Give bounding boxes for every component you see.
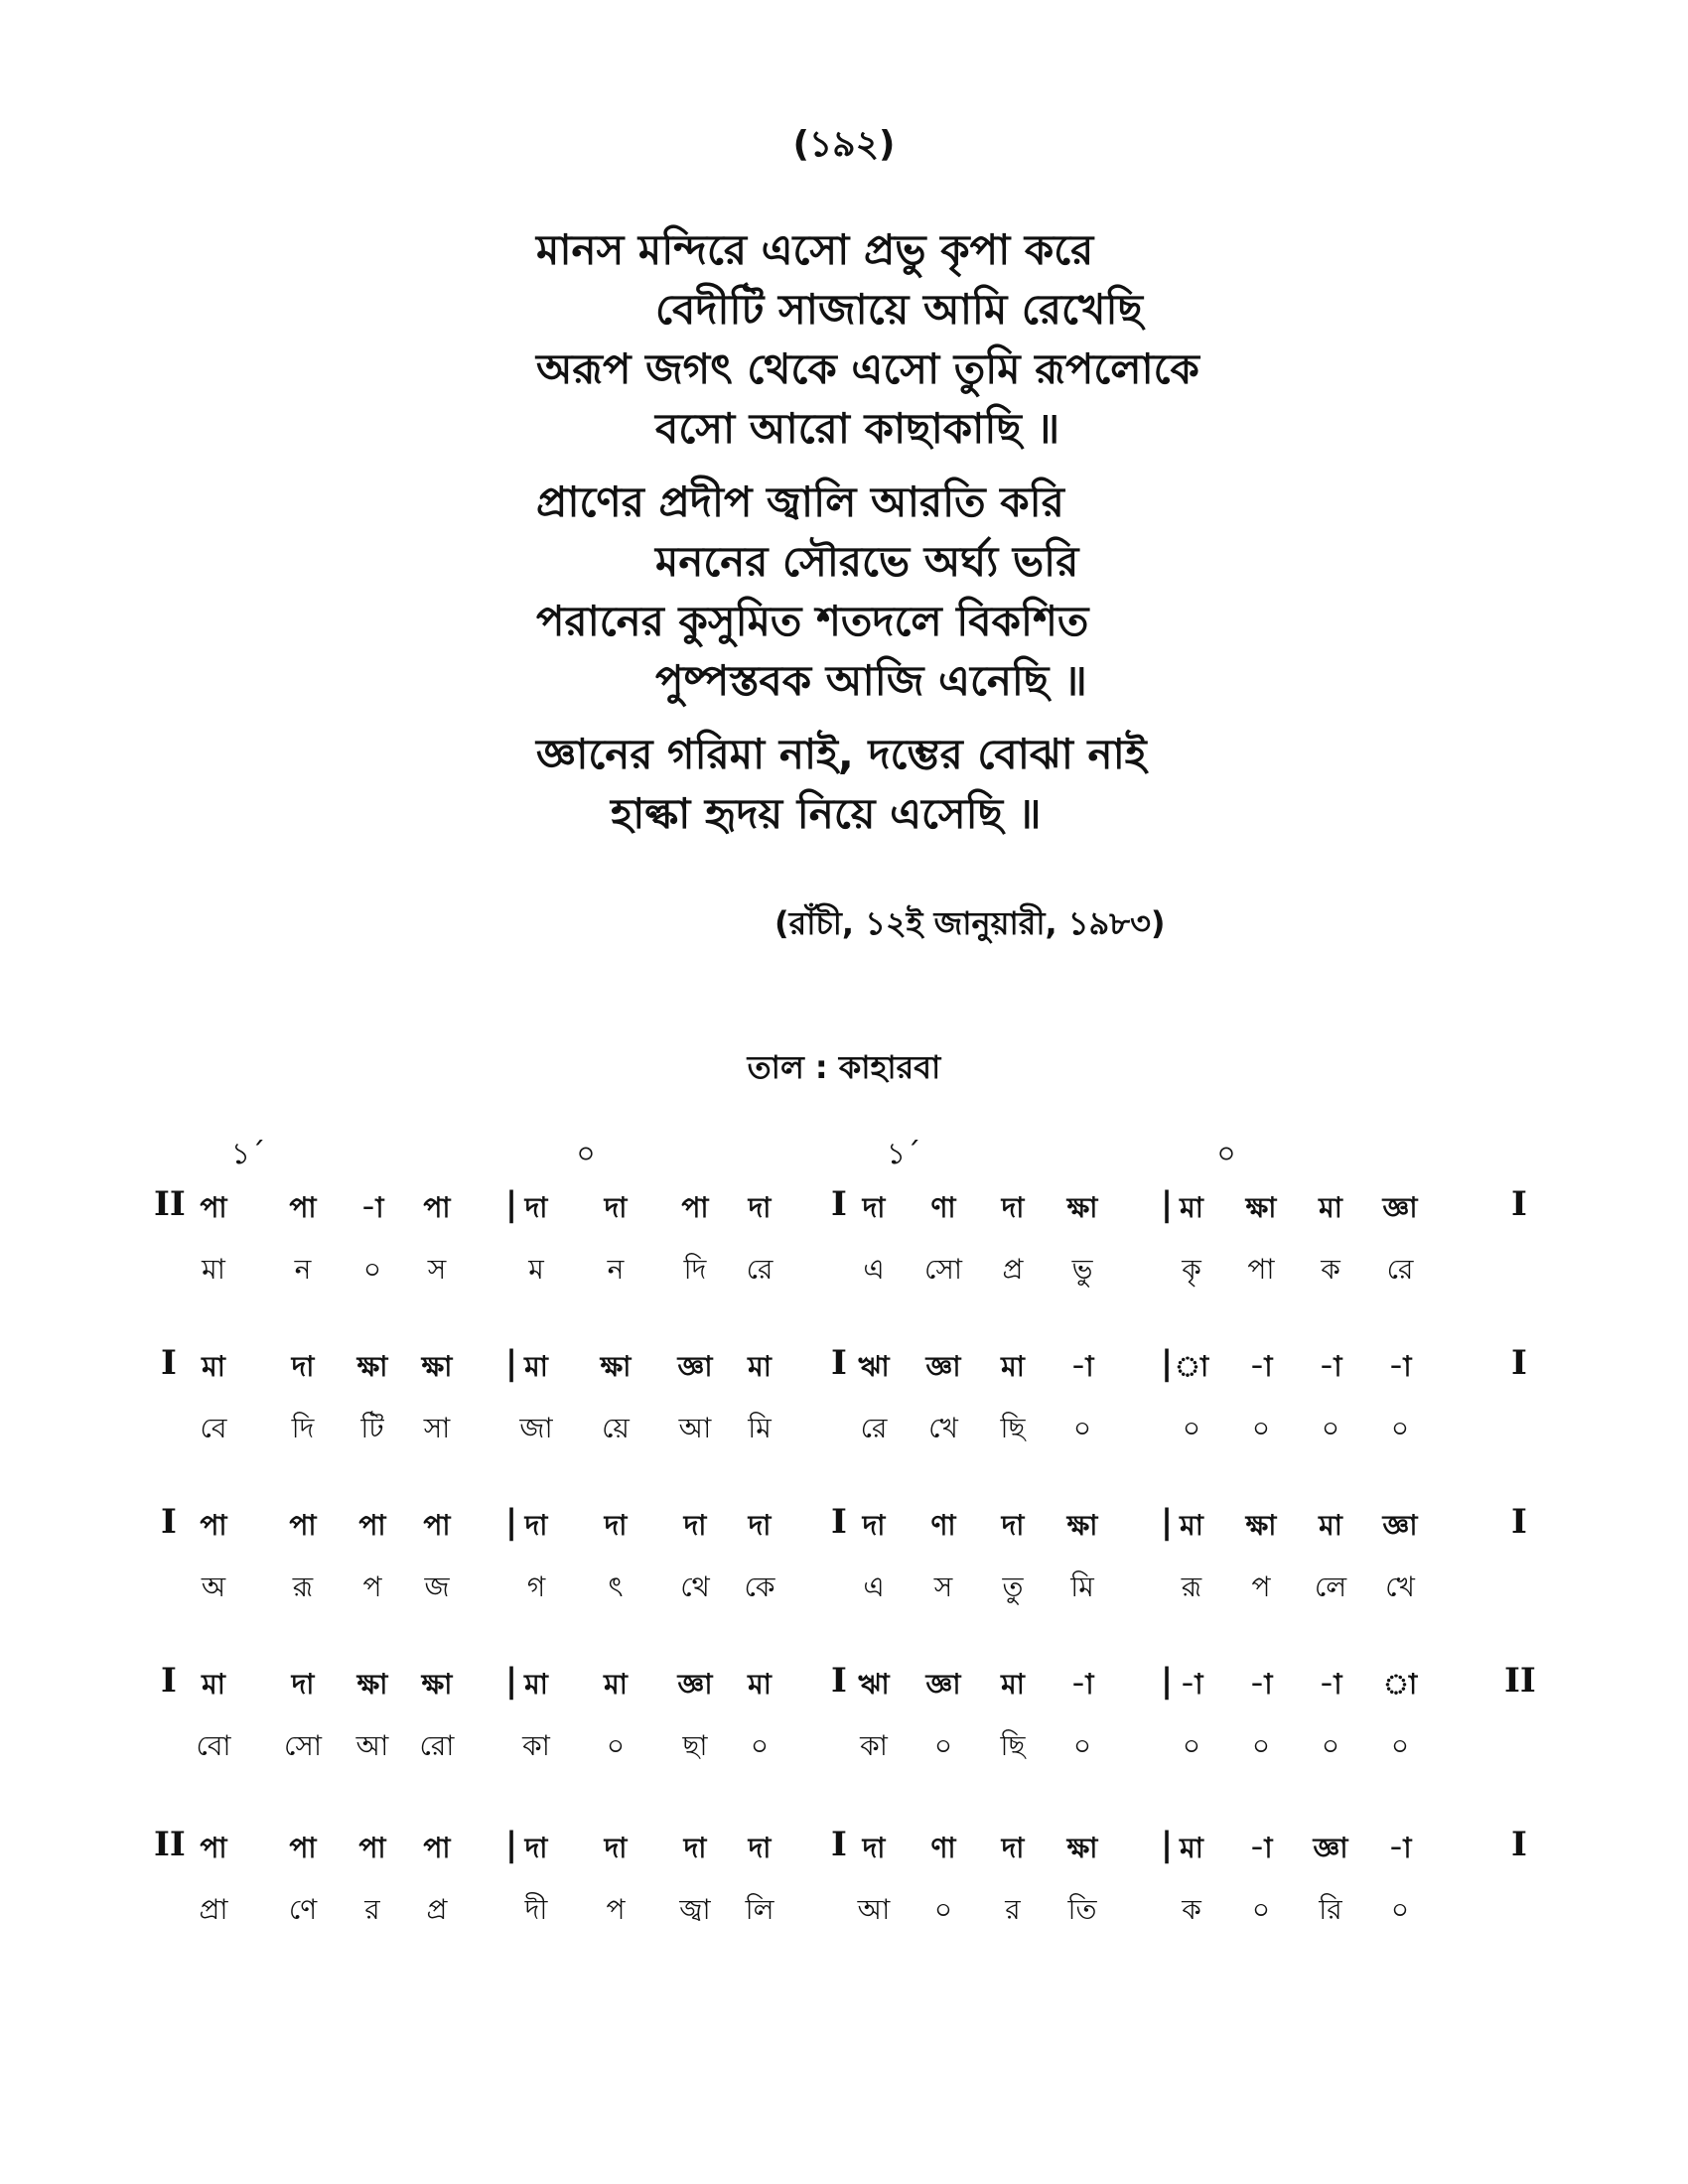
swara-cell: ক্ষা	[1245, 1509, 1277, 1542]
swara-cell: পা	[423, 1832, 451, 1864]
lyric-cell: র	[1005, 1893, 1021, 1926]
beat-marker: ১´	[886, 1137, 921, 1171]
swara-cell: মা	[1180, 1509, 1203, 1542]
swara-cell: মা	[748, 1350, 772, 1383]
lyric-cell: রূ	[292, 1570, 314, 1603]
swara-cell: পা	[423, 1191, 451, 1224]
beat-marker: ০	[1216, 1137, 1236, 1171]
barline: |	[504, 1502, 518, 1542]
swara-cell: দা	[862, 1191, 886, 1224]
lyric-cell: মা	[202, 1253, 225, 1286]
poem	[0, 220, 1688, 858]
barline: |	[1160, 1184, 1174, 1224]
swara-cell: মা	[748, 1668, 772, 1701]
start-barline: I	[161, 1502, 177, 1542]
swara-cell: পা	[358, 1509, 386, 1542]
swara-cell: মা	[604, 1668, 628, 1701]
lyric-cell: তি	[1067, 1893, 1097, 1926]
poem-line: প্রাণের প্রদীপ জ্বালি আরতি করি	[536, 478, 1064, 526]
swara-cell: -া	[1249, 1350, 1273, 1383]
lyric-cell: রো	[419, 1729, 455, 1762]
barline: I	[831, 1184, 847, 1224]
swara-cell: ক্ষা	[600, 1350, 632, 1383]
lyric-cell: ০	[933, 1893, 953, 1926]
lyric-cell: ০	[1251, 1412, 1271, 1444]
swara-cell: জ্ঞা	[1313, 1832, 1348, 1864]
lyric-cell: প্র	[426, 1893, 448, 1926]
swara-cell: দা	[1001, 1832, 1025, 1864]
poem-line: বেদীটি সাজায়ে আমি রেখেছি	[655, 285, 1143, 334]
lyric-cell: কৃ	[1182, 1253, 1201, 1286]
lyric-cell: প	[362, 1570, 382, 1603]
lyric-cell: ০	[1390, 1412, 1410, 1444]
end-barline: I	[1511, 1825, 1527, 1864]
swara-cell: পা	[289, 1509, 317, 1542]
end-barline: I	[1511, 1343, 1527, 1383]
swara-cell: জ্ঞা	[925, 1668, 961, 1701]
swara-cell: -া	[1388, 1350, 1412, 1383]
barline: I	[831, 1502, 847, 1542]
swara-cell: মা	[1180, 1832, 1203, 1864]
swara-cell: ঋা	[858, 1350, 890, 1383]
barline: |	[1160, 1825, 1174, 1864]
swara-cell: পা	[200, 1191, 227, 1224]
swara-cell: ক্ষা	[356, 1668, 388, 1701]
swara-cell: পা	[358, 1832, 386, 1864]
swara-cell: দা	[524, 1509, 548, 1542]
swara-cell: মা	[1319, 1509, 1342, 1542]
lyric-cell: প	[1251, 1570, 1271, 1603]
swara-cell: দা	[524, 1191, 548, 1224]
end-barline: I	[1511, 1502, 1527, 1542]
swara-cell: দা	[604, 1191, 628, 1224]
lyric-cell: প	[606, 1893, 626, 1926]
swara-cell: পা	[681, 1191, 709, 1224]
swara-cell: -া	[360, 1191, 384, 1224]
lyric-cell: কা	[860, 1729, 888, 1762]
lyric-cell: গ	[526, 1570, 546, 1603]
poem-line: জ্ঞানের গরিমা নাই, দম্ভের বোঝা নাই	[536, 730, 1147, 778]
lyric-cell: খে	[1385, 1570, 1415, 1603]
lyric-cell: প্রা	[199, 1893, 228, 1926]
start-barline: I	[161, 1661, 177, 1701]
swara-cell: মা	[524, 1668, 548, 1701]
poem-line: পরানের কুসুমিত শতদলে বিকশিত	[536, 597, 1089, 645]
lyric-cell: ০	[606, 1729, 626, 1762]
swara-cell: পা	[289, 1832, 317, 1864]
lyric-cell: র	[364, 1893, 380, 1926]
swara-cell: ক্ষা	[356, 1350, 388, 1383]
swara-cell: মা	[202, 1350, 225, 1383]
lyric-cell: জ্বা	[679, 1893, 711, 1926]
lyric-cell: য়ে	[602, 1412, 630, 1444]
lyric-cell: জা	[519, 1412, 553, 1444]
swara-cell: মা	[1319, 1191, 1342, 1224]
lyric-cell: ০	[933, 1729, 953, 1762]
lyric-cell: দি	[291, 1412, 315, 1444]
swara-cell: -া	[1249, 1668, 1273, 1701]
lyric-cell: ক	[1182, 1893, 1201, 1926]
swara-cell: পা	[200, 1509, 227, 1542]
lyric-cell: মি	[1070, 1570, 1094, 1603]
swara-cell: জ্ঞা	[1382, 1191, 1418, 1224]
poem-line: পুষ্পস্তবক আজি এনেছি ॥	[655, 656, 1087, 705]
barline: I	[831, 1343, 847, 1383]
swara-cell: ঋা	[858, 1668, 890, 1701]
swara-cell: দা	[291, 1350, 315, 1383]
lyric-cell: বে	[200, 1412, 227, 1444]
swara-cell: দা	[683, 1832, 707, 1864]
swara-cell: ণা	[930, 1509, 956, 1542]
lyric-cell: ০	[750, 1729, 770, 1762]
lyric-cell: তু	[1002, 1570, 1024, 1603]
swara-cell: দা	[748, 1509, 772, 1542]
dateline: (রাঁচী, ১২ই জানুয়ারী, ১৯৮৩)	[774, 904, 1166, 942]
lyric-cell: ০	[1321, 1412, 1340, 1444]
lyric-cell: ছি	[1000, 1729, 1026, 1762]
lyric-cell: ০	[1390, 1893, 1410, 1926]
swara-cell: ণা	[930, 1832, 956, 1864]
swara-cell: দা	[524, 1832, 548, 1864]
swara-cell: জ্ঞা	[677, 1350, 713, 1383]
lyric-cell: সো	[924, 1253, 962, 1286]
swara-cell: -া	[1319, 1350, 1342, 1383]
swara-cell: মা	[524, 1350, 548, 1383]
lyric-cell: পা	[1247, 1253, 1275, 1286]
lyric-cell: লি	[745, 1893, 774, 1926]
lyric-cell: ০	[1072, 1729, 1092, 1762]
lyric-cell: ০	[1321, 1729, 1340, 1762]
lyric-cell: স	[427, 1253, 447, 1286]
notation-system	[0, 1827, 1688, 1966]
swara-cell: পা	[423, 1509, 451, 1542]
barline: |	[504, 1825, 518, 1864]
lyric-cell: রূ	[1181, 1570, 1202, 1603]
swara-cell: -া	[1070, 1350, 1094, 1383]
swara-cell: দা	[748, 1832, 772, 1864]
lyric-cell: ০	[1251, 1729, 1271, 1762]
lyric-cell: অ	[201, 1570, 226, 1603]
barline: |	[504, 1343, 518, 1383]
lyric-cell: আ	[678, 1412, 712, 1444]
beat-marker: ১´	[230, 1137, 266, 1171]
swara-cell: ক্ষা	[1066, 1509, 1098, 1542]
swara-cell: দা	[604, 1832, 628, 1864]
lyric-cell: ছি	[1000, 1412, 1026, 1444]
start-barline: II	[154, 1184, 186, 1224]
stanza-2	[0, 473, 1688, 711]
lyric-cell: আ	[857, 1893, 891, 1926]
page-number: (১৯২)	[792, 124, 896, 165]
lyric-cell: রে	[860, 1412, 888, 1444]
swara-cell: ক্ষা	[1066, 1832, 1098, 1864]
lyric-cell: রি	[1319, 1893, 1342, 1926]
barline: |	[1160, 1661, 1174, 1701]
poem-line: অরূপ জগৎ থেকে এসো তুমি রূপলোকে	[536, 344, 1199, 393]
lyric-cell: রে	[746, 1253, 774, 1286]
lyric-cell: ০	[1072, 1412, 1092, 1444]
lyric-cell: আ	[355, 1729, 389, 1762]
swara-cell: দা	[1001, 1509, 1025, 1542]
barline: |	[1160, 1502, 1174, 1542]
lyric-cell: এ	[863, 1570, 885, 1603]
lyric-cell: এ	[863, 1253, 885, 1286]
beat-marker: ০	[576, 1137, 596, 1171]
swara-cell: জ্ঞা	[925, 1350, 961, 1383]
notation-system	[0, 1504, 1688, 1643]
poem-line: মননের সৌরভে অর্ঘ্য ভরি	[655, 537, 1079, 586]
lyric-cell: বো	[196, 1729, 231, 1762]
start-barline: II	[154, 1825, 186, 1864]
swara-cell: দা	[748, 1191, 772, 1224]
poem-line: বসো আরো কাছাকাছি ॥	[655, 404, 1060, 453]
lyric-cell: ৎ	[608, 1570, 624, 1603]
lyric-cell: মি	[748, 1412, 772, 1444]
lyric-cell: সা	[423, 1412, 451, 1444]
barline: I	[831, 1825, 847, 1864]
lyric-cell: ছা	[682, 1729, 708, 1762]
lyric-cell: ০	[1390, 1729, 1410, 1762]
lyric-cell: ণে	[288, 1893, 318, 1926]
lyric-cell: টি	[360, 1412, 384, 1444]
swara-cell: দা	[862, 1832, 886, 1864]
swara-cell: া	[1174, 1350, 1209, 1383]
poem-line: মানস মন্দিরে এসো প্রভু কৃপা করে	[536, 225, 1094, 274]
swara-cell: -া	[1070, 1668, 1094, 1701]
lyric-cell: ন	[607, 1253, 625, 1286]
lyric-cell: ০	[1182, 1412, 1201, 1444]
lyric-cell: ০	[362, 1253, 382, 1286]
swara-cell: ণা	[930, 1191, 956, 1224]
lyric-cell: ভু	[1071, 1253, 1093, 1286]
swara-cell: দা	[291, 1668, 315, 1701]
barline: I	[831, 1661, 847, 1701]
start-barline: I	[161, 1343, 177, 1383]
lyric-cell: দি	[683, 1253, 707, 1286]
taal-heading: তাল : কাহারবা	[747, 1048, 941, 1086]
swara-cell: জ্ঞা	[1382, 1509, 1418, 1542]
lyric-cell: প্র	[1002, 1253, 1024, 1286]
barline: |	[504, 1184, 518, 1224]
lyric-cell: ম	[528, 1253, 544, 1286]
swara-cell: ক্ষা	[421, 1350, 453, 1383]
notation-system	[0, 1186, 1688, 1325]
barline: |	[1160, 1343, 1174, 1383]
lyric-cell: ০	[1251, 1893, 1271, 1926]
notation-system	[0, 1663, 1688, 1802]
swara-cell: জ্ঞা	[677, 1668, 713, 1701]
end-barline: I	[1511, 1184, 1527, 1224]
swara-cell: ক্ষা	[421, 1668, 453, 1701]
barline: |	[504, 1661, 518, 1701]
lyric-cell: ন	[294, 1253, 312, 1286]
swara-cell: মা	[1180, 1191, 1203, 1224]
stanza-1	[0, 220, 1688, 459]
swara-cell: -া	[1180, 1668, 1203, 1701]
swara-cell: দা	[683, 1509, 707, 1542]
swara-cell: মা	[1001, 1668, 1025, 1701]
lyric-cell: সো	[284, 1729, 322, 1762]
lyric-cell: কা	[522, 1729, 550, 1762]
lyric-cell: খে	[928, 1412, 958, 1444]
swara-cell: -া	[1249, 1832, 1273, 1864]
lyric-cell: ০	[1182, 1729, 1201, 1762]
lyric-cell: ক	[1321, 1253, 1340, 1286]
swara-cell: পা	[200, 1832, 227, 1864]
swara-cell: -া	[1388, 1832, 1412, 1864]
swara-cell: দা	[1001, 1191, 1025, 1224]
swara-cell: -া	[1319, 1668, 1342, 1701]
swara-cell: মা	[1001, 1350, 1025, 1383]
swara-cell: মা	[202, 1668, 225, 1701]
lyric-cell: দী	[524, 1893, 548, 1926]
lyric-cell: থে	[680, 1570, 710, 1603]
end-barline: II	[1504, 1661, 1536, 1701]
notation-system	[0, 1345, 1688, 1484]
lyric-cell: লে	[1314, 1570, 1347, 1603]
swara-cell: দা	[604, 1509, 628, 1542]
poem-line: হাল্কা হৃদয় নিয়ে এসেছি ॥	[611, 789, 1042, 838]
lyric-cell: জ	[424, 1570, 450, 1603]
swara-cell: দা	[862, 1509, 886, 1542]
swara-cell: ক্ষা	[1245, 1191, 1277, 1224]
lyric-cell: কে	[744, 1570, 775, 1603]
lyric-cell: রে	[1386, 1253, 1414, 1286]
lyric-cell: স	[933, 1570, 953, 1603]
stanza-3	[0, 725, 1688, 844]
notation	[0, 1122, 1688, 2015]
swara-cell: ক্ষা	[1066, 1191, 1098, 1224]
swara-cell: পা	[289, 1191, 317, 1224]
swara-cell: া	[1382, 1668, 1418, 1701]
